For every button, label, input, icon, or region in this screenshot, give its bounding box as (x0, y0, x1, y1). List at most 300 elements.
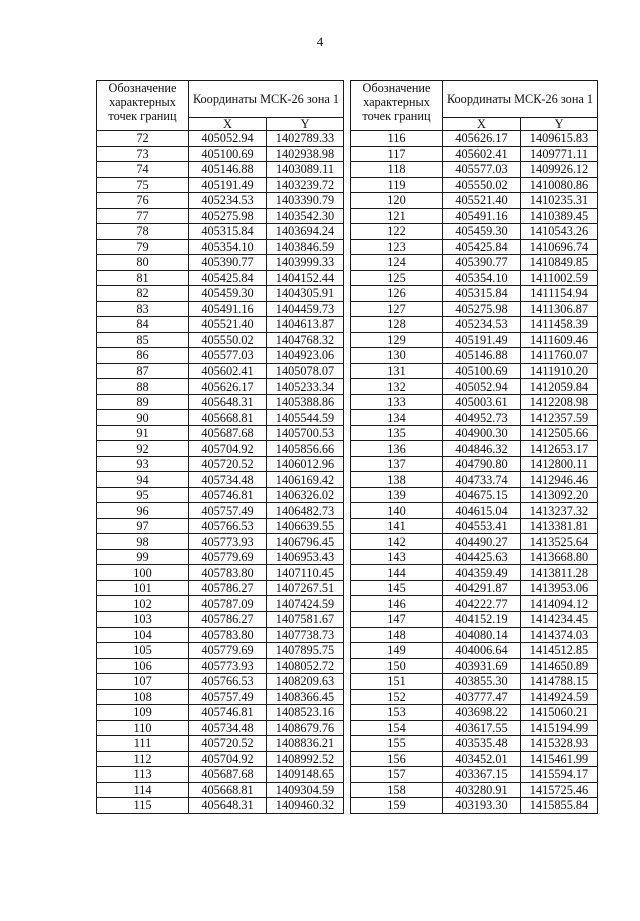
coord-y: 1408052.72 (267, 658, 344, 674)
coord-x: 405275.98 (189, 208, 267, 224)
point-number: 109 (97, 705, 189, 721)
point-number: 157 (351, 767, 443, 783)
coord-y: 1408679.76 (267, 720, 344, 736)
coord-y: 1402789.33 (267, 131, 344, 147)
coord-x: 405779.69 (189, 643, 267, 659)
table-row (97, 720, 344, 736)
point-number: 127 (351, 301, 443, 317)
table-row (351, 627, 598, 643)
table-row (97, 596, 344, 612)
coord-x: 404790.80 (443, 456, 521, 472)
table-row (351, 658, 598, 674)
point-number: 84 (97, 317, 189, 333)
point-number: 88 (97, 379, 189, 395)
point-number: 128 (351, 317, 443, 333)
coord-y: 1405078.07 (267, 363, 344, 379)
coord-y: 1403846.59 (267, 239, 344, 255)
coord-x: 405100.69 (189, 146, 267, 162)
point-number: 136 (351, 441, 443, 457)
coord-y: 1409926.12 (521, 162, 598, 178)
point-number: 75 (97, 177, 189, 193)
point-number: 141 (351, 518, 443, 534)
coord-y: 1404768.32 (267, 332, 344, 348)
coord-x: 404553.41 (443, 518, 521, 534)
coord-x: 405577.03 (443, 162, 521, 178)
table-row (97, 627, 344, 643)
table-row (351, 689, 598, 705)
coord-y: 1408209.63 (267, 674, 344, 690)
table-row (351, 193, 598, 209)
coord-x: 404359.49 (443, 565, 521, 581)
table-row (351, 348, 598, 364)
coord-y: 1415328.93 (521, 736, 598, 752)
coord-y: 1412800.11 (521, 456, 598, 472)
point-number: 130 (351, 348, 443, 364)
point-number: 154 (351, 720, 443, 736)
coord-x: 405602.41 (443, 146, 521, 162)
coord-x: 405146.88 (443, 348, 521, 364)
coord-x: 405787.09 (189, 596, 267, 612)
coord-x: 404222.77 (443, 596, 521, 612)
header-point-designation: Обозначение характерных точек границ (97, 81, 189, 131)
point-number: 139 (351, 487, 443, 503)
coord-x: 404900.30 (443, 425, 521, 441)
table-row (97, 394, 344, 410)
coord-x: 405766.53 (189, 518, 267, 534)
table-row (351, 549, 598, 565)
coord-y: 1410080.86 (521, 177, 598, 193)
coord-x: 405425.84 (189, 270, 267, 286)
point-number: 72 (97, 131, 189, 147)
coord-x: 405052.94 (189, 131, 267, 147)
table-row (97, 208, 344, 224)
point-number: 77 (97, 208, 189, 224)
coord-y: 1409615.83 (521, 131, 598, 147)
coord-y: 1405544.59 (267, 410, 344, 426)
coord-x: 404425.63 (443, 549, 521, 565)
point-number: 152 (351, 689, 443, 705)
coordinates-table-left (96, 80, 344, 814)
table-row (351, 534, 598, 550)
table-row (351, 255, 598, 271)
coord-x: 405734.48 (189, 472, 267, 488)
point-number: 159 (351, 798, 443, 814)
coord-x: 404615.04 (443, 503, 521, 519)
point-number: 90 (97, 410, 189, 426)
table-row (351, 317, 598, 333)
table-row (97, 705, 344, 721)
coord-x: 405746.81 (189, 487, 267, 503)
coord-y: 1415461.99 (521, 751, 598, 767)
table-row (97, 534, 344, 550)
coord-x: 403617.55 (443, 720, 521, 736)
point-number: 94 (97, 472, 189, 488)
coord-x: 405720.52 (189, 456, 267, 472)
coord-y: 1413811.28 (521, 565, 598, 581)
point-number: 112 (97, 751, 189, 767)
point-number: 132 (351, 379, 443, 395)
coord-x: 403698.22 (443, 705, 521, 721)
point-number: 87 (97, 363, 189, 379)
point-number: 80 (97, 255, 189, 271)
table-row (351, 782, 598, 798)
coord-x: 405704.92 (189, 751, 267, 767)
coord-y: 1414924.59 (521, 689, 598, 705)
coord-x: 405459.30 (189, 286, 267, 302)
coord-y: 1412653.17 (521, 441, 598, 457)
point-number: 92 (97, 441, 189, 457)
coord-y: 1407738.73 (267, 627, 344, 643)
table-row (97, 146, 344, 162)
point-number: 135 (351, 425, 443, 441)
point-number: 107 (97, 674, 189, 690)
header-coordinates: Координаты МСК-26 зона 1 (443, 81, 598, 118)
coord-x: 405354.10 (443, 270, 521, 286)
coordinates-table-right (350, 80, 598, 814)
table-row (351, 596, 598, 612)
coord-y: 1415725.46 (521, 782, 598, 798)
table-row (97, 224, 344, 240)
table-row (97, 782, 344, 798)
point-number: 119 (351, 177, 443, 193)
coord-x: 405783.80 (189, 627, 267, 643)
table-row (97, 441, 344, 457)
point-number: 150 (351, 658, 443, 674)
point-number: 93 (97, 456, 189, 472)
coord-y: 1403390.79 (267, 193, 344, 209)
table-row (97, 674, 344, 690)
coord-x: 405191.49 (443, 332, 521, 348)
header-x: X (189, 118, 267, 131)
coord-x: 405459.30 (443, 224, 521, 240)
coord-x: 405354.10 (189, 239, 267, 255)
coord-x: 403280.91 (443, 782, 521, 798)
point-number: 118 (351, 162, 443, 178)
coord-y: 1409148.65 (267, 767, 344, 783)
coord-y: 1403542.30 (267, 208, 344, 224)
coord-y: 1408523.16 (267, 705, 344, 721)
coord-y: 1412208.98 (521, 394, 598, 410)
point-number: 158 (351, 782, 443, 798)
table-row (351, 674, 598, 690)
point-number: 151 (351, 674, 443, 690)
point-number: 140 (351, 503, 443, 519)
table-row (351, 441, 598, 457)
point-number: 123 (351, 239, 443, 255)
table-row (351, 798, 598, 814)
point-number: 148 (351, 627, 443, 643)
table-row (97, 456, 344, 472)
coord-x: 405191.49 (189, 177, 267, 193)
coord-y: 1409771.11 (521, 146, 598, 162)
table-row (97, 611, 344, 627)
coord-x: 405779.69 (189, 549, 267, 565)
table-row (351, 720, 598, 736)
table-row (97, 549, 344, 565)
coord-y: 1406326.02 (267, 487, 344, 503)
coord-x: 405786.27 (189, 580, 267, 596)
coord-y: 1413525.64 (521, 534, 598, 550)
coord-x: 405521.40 (189, 317, 267, 333)
table-row (97, 503, 344, 519)
point-number: 101 (97, 580, 189, 596)
coord-y: 1403239.72 (267, 177, 344, 193)
coord-x: 405766.53 (189, 674, 267, 690)
point-number: 106 (97, 658, 189, 674)
coord-x: 405390.77 (443, 255, 521, 271)
point-number: 156 (351, 751, 443, 767)
coord-y: 1407424.59 (267, 596, 344, 612)
point-number: 116 (351, 131, 443, 147)
table-row (97, 736, 344, 752)
coord-x: 405521.40 (443, 193, 521, 209)
point-number: 115 (97, 798, 189, 814)
table-row (351, 767, 598, 783)
coord-y: 1411609.46 (521, 332, 598, 348)
coord-x: 405003.61 (443, 394, 521, 410)
point-number: 102 (97, 596, 189, 612)
coord-y: 1410235.31 (521, 193, 598, 209)
coord-x: 404490.27 (443, 534, 521, 550)
table-row (351, 643, 598, 659)
point-number: 105 (97, 643, 189, 659)
coord-x: 405491.16 (189, 301, 267, 317)
point-number: 73 (97, 146, 189, 162)
coord-x: 404152.19 (443, 611, 521, 627)
table-row (97, 565, 344, 581)
table-row (351, 472, 598, 488)
point-number: 78 (97, 224, 189, 240)
point-number: 110 (97, 720, 189, 736)
point-number: 82 (97, 286, 189, 302)
coord-y: 1414788.15 (521, 674, 598, 690)
coord-y: 1412357.59 (521, 410, 598, 426)
point-number: 131 (351, 363, 443, 379)
table-row (351, 363, 598, 379)
table-row (351, 565, 598, 581)
coord-y: 1414512.85 (521, 643, 598, 659)
coord-y: 1409460.32 (267, 798, 344, 814)
coord-x: 405648.31 (189, 798, 267, 814)
point-number: 114 (97, 782, 189, 798)
table-row (97, 689, 344, 705)
coord-x: 405757.49 (189, 503, 267, 519)
table-row (351, 270, 598, 286)
coord-y: 1411306.87 (521, 301, 598, 317)
table-row (97, 767, 344, 783)
coord-x: 405577.03 (189, 348, 267, 364)
coord-x: 405491.16 (443, 208, 521, 224)
point-number: 103 (97, 611, 189, 627)
point-number: 153 (351, 705, 443, 721)
point-number: 134 (351, 410, 443, 426)
table-row (97, 332, 344, 348)
table-row (97, 472, 344, 488)
coord-y: 1415194.99 (521, 720, 598, 736)
table-row (351, 503, 598, 519)
point-number: 147 (351, 611, 443, 627)
coord-y: 1411458.39 (521, 317, 598, 333)
coord-y: 1407267.51 (267, 580, 344, 596)
point-number: 108 (97, 689, 189, 705)
point-number: 146 (351, 596, 443, 612)
coord-y: 1412505.66 (521, 425, 598, 441)
coord-x: 404006.64 (443, 643, 521, 659)
coord-x: 405668.81 (189, 410, 267, 426)
coord-x: 404846.32 (443, 441, 521, 457)
coord-x: 405626.17 (443, 131, 521, 147)
point-number: 74 (97, 162, 189, 178)
coord-y: 1411002.59 (521, 270, 598, 286)
coord-x: 405783.80 (189, 565, 267, 581)
table-row (97, 363, 344, 379)
coord-y: 1407110.45 (267, 565, 344, 581)
coord-y: 1415060.21 (521, 705, 598, 721)
point-number: 144 (351, 565, 443, 581)
coord-x: 405315.84 (443, 286, 521, 302)
point-number: 120 (351, 193, 443, 209)
coord-y: 1403089.11 (267, 162, 344, 178)
coord-x: 405687.68 (189, 767, 267, 783)
coord-y: 1406012.96 (267, 456, 344, 472)
coord-y: 1406482.73 (267, 503, 344, 519)
coord-y: 1413237.32 (521, 503, 598, 519)
point-number: 99 (97, 549, 189, 565)
coord-y: 1408992.52 (267, 751, 344, 767)
point-number: 96 (97, 503, 189, 519)
table-row (97, 643, 344, 659)
point-number: 83 (97, 301, 189, 317)
table-row (97, 379, 344, 395)
coord-x: 405648.31 (189, 394, 267, 410)
coord-y: 1413092.20 (521, 487, 598, 503)
coord-x: 405100.69 (443, 363, 521, 379)
point-number: 98 (97, 534, 189, 550)
table-row (97, 255, 344, 271)
coord-x: 405602.41 (189, 363, 267, 379)
coord-y: 1406953.43 (267, 549, 344, 565)
coord-x: 405734.48 (189, 720, 267, 736)
coord-y: 1403694.24 (267, 224, 344, 240)
table-row (97, 658, 344, 674)
coord-y: 1413953.06 (521, 580, 598, 596)
point-number: 91 (97, 425, 189, 441)
table-row (351, 146, 598, 162)
point-number: 113 (97, 767, 189, 783)
point-number: 85 (97, 332, 189, 348)
coord-x: 405746.81 (189, 705, 267, 721)
coord-y: 1411760.07 (521, 348, 598, 364)
table-row (97, 301, 344, 317)
coord-x: 403193.30 (443, 798, 521, 814)
coord-y: 1407895.75 (267, 643, 344, 659)
point-number: 124 (351, 255, 443, 271)
table-row (351, 332, 598, 348)
coord-y: 1403999.33 (267, 255, 344, 271)
coord-x: 405773.93 (189, 534, 267, 550)
table-row (97, 270, 344, 286)
coord-x: 403855.30 (443, 674, 521, 690)
table-row (97, 580, 344, 596)
coord-y: 1404923.06 (267, 348, 344, 364)
point-number: 125 (351, 270, 443, 286)
table-row (351, 394, 598, 410)
coord-y: 1404152.44 (267, 270, 344, 286)
point-number: 76 (97, 193, 189, 209)
coord-y: 1405388.86 (267, 394, 344, 410)
coord-x: 404952.73 (443, 410, 521, 426)
point-number: 95 (97, 487, 189, 503)
coord-y: 1408836.21 (267, 736, 344, 752)
table-row (97, 518, 344, 534)
table-row (351, 705, 598, 721)
table-row (351, 208, 598, 224)
coord-x: 405687.68 (189, 425, 267, 441)
coord-x: 405550.02 (189, 332, 267, 348)
coord-y: 1405856.66 (267, 441, 344, 457)
coord-x: 405234.53 (443, 317, 521, 333)
header-coordinates: Координаты МСК-26 зона 1 (189, 81, 344, 118)
coord-x: 405315.84 (189, 224, 267, 240)
coord-x: 405720.52 (189, 736, 267, 752)
coord-y: 1410849.85 (521, 255, 598, 271)
coord-x: 405390.77 (189, 255, 267, 271)
coord-x: 404733.74 (443, 472, 521, 488)
coord-y: 1410543.26 (521, 224, 598, 240)
coord-y: 1415855.84 (521, 798, 598, 814)
point-number: 142 (351, 534, 443, 550)
coord-y: 1414650.89 (521, 658, 598, 674)
coord-y: 1414094.12 (521, 596, 598, 612)
table-row (351, 611, 598, 627)
point-number: 79 (97, 239, 189, 255)
coord-x: 403367.15 (443, 767, 521, 783)
table-row (97, 286, 344, 302)
header-x: X (443, 118, 521, 131)
table-row (351, 239, 598, 255)
table-row (351, 456, 598, 472)
point-number: 97 (97, 518, 189, 534)
coord-y: 1402938.98 (267, 146, 344, 162)
point-number: 138 (351, 472, 443, 488)
coord-y: 1410696.74 (521, 239, 598, 255)
coord-x: 405626.17 (189, 379, 267, 395)
point-number: 117 (351, 146, 443, 162)
coord-y: 1415594.17 (521, 767, 598, 783)
table-row (351, 131, 598, 147)
coord-y: 1407581.67 (267, 611, 344, 627)
header-y: Y (267, 118, 344, 131)
table-row (97, 193, 344, 209)
table-row (351, 736, 598, 752)
table-row (351, 580, 598, 596)
coord-y: 1409304.59 (267, 782, 344, 798)
header-y: Y (521, 118, 598, 131)
coord-x: 404291.87 (443, 580, 521, 596)
table-row (97, 348, 344, 364)
point-number: 122 (351, 224, 443, 240)
coord-x: 405786.27 (189, 611, 267, 627)
coord-y: 1404459.73 (267, 301, 344, 317)
point-number: 121 (351, 208, 443, 224)
coord-x: 403452.01 (443, 751, 521, 767)
table-row (97, 162, 344, 178)
table-row (351, 751, 598, 767)
coord-x: 404080.14 (443, 627, 521, 643)
table-row (351, 177, 598, 193)
coord-x: 405550.02 (443, 177, 521, 193)
coord-x: 405275.98 (443, 301, 521, 317)
